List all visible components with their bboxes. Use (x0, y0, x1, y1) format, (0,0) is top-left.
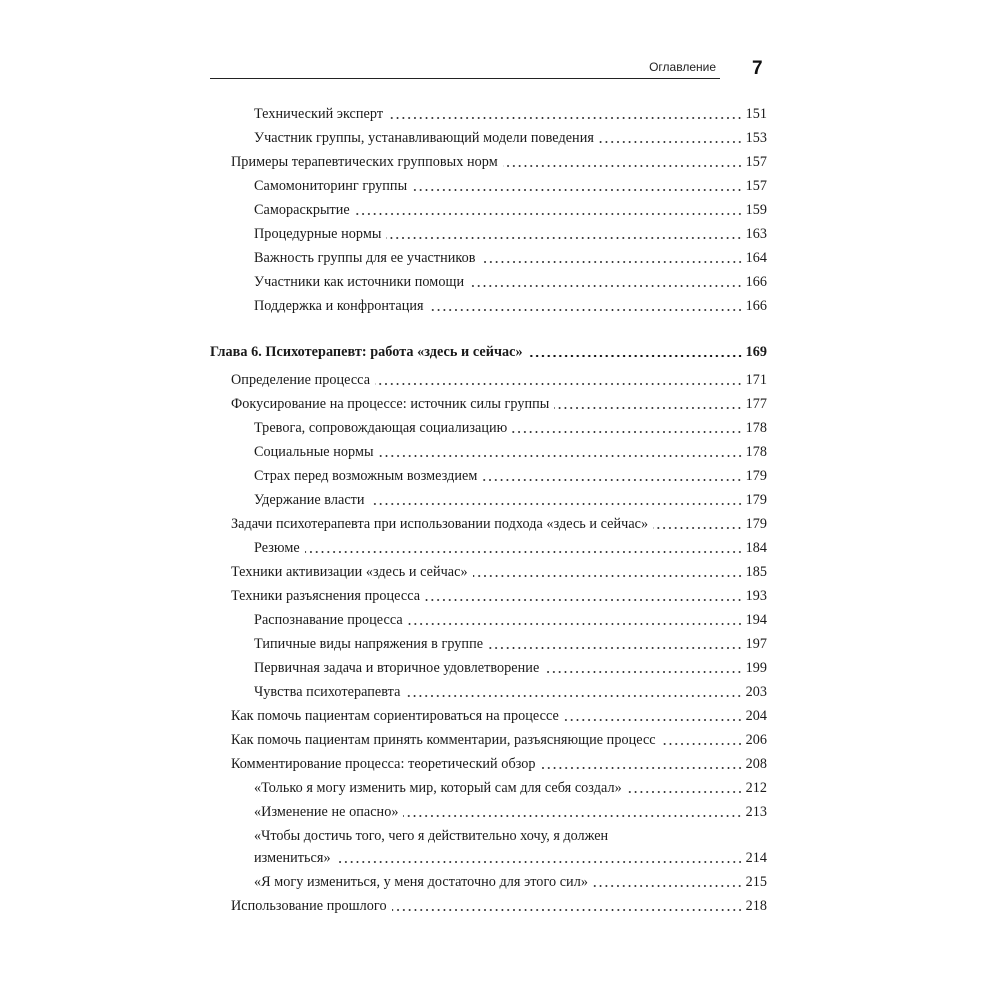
toc-entry-title: Как помочь пациентам принять комментарии, разъясняющие процесс (231, 732, 656, 748)
dot-leader (355, 213, 743, 215)
toc-entry-page: 197 (745, 636, 767, 652)
toc-chapter-heading (210, 342, 767, 362)
dot-leader (541, 767, 743, 769)
dot-leader (599, 141, 743, 143)
toc-entry (231, 586, 767, 606)
toc-entry-title: Использование прошлого (231, 898, 387, 914)
dot-leader (661, 743, 743, 745)
toc-entry (254, 538, 767, 558)
toc-entry (254, 176, 767, 196)
dot-leader (503, 165, 743, 167)
toc-entry-title: Самомониторинг группы (254, 178, 408, 194)
toc-entry-title: Удержание власти (254, 492, 365, 508)
toc-entry-title: Процедурные нормы (254, 226, 382, 242)
dot-leader (627, 791, 743, 793)
dot-leader (469, 285, 742, 287)
dot-leader (403, 815, 742, 817)
page-number: 7 (752, 58, 763, 79)
toc-entry-page: 215 (745, 874, 767, 890)
dot-leader (305, 551, 743, 553)
toc-entry-page: 169 (745, 344, 767, 360)
toc-entry (254, 682, 767, 702)
toc-entry-page: 199 (745, 660, 767, 676)
toc-entry-page: 159 (745, 202, 767, 218)
dot-leader (512, 431, 742, 433)
toc-entry (254, 610, 767, 630)
toc-entry-title-first-line: «Чтобы достичь того, чего я действительно хочу, я должен (254, 828, 609, 844)
toc-entry (254, 872, 767, 892)
toc-entry-title: Определение процесса (231, 372, 371, 388)
toc-entry (254, 802, 767, 822)
dot-leader (488, 647, 742, 649)
toc-entry-title: Примеры терапевтических групповых норм (231, 154, 498, 170)
toc-entry-title: Комментирование процесса: теоретический обзор (231, 756, 536, 772)
toc-entry (254, 442, 767, 462)
dot-leader (653, 527, 742, 529)
toc-entry-page: 208 (745, 756, 767, 772)
toc-entry (231, 706, 767, 726)
dot-leader (425, 599, 742, 601)
toc-entry (254, 634, 767, 654)
dot-leader (336, 861, 743, 863)
dot-leader (386, 237, 742, 239)
toc-entry-page: 214 (745, 850, 767, 866)
toc-entry (254, 248, 767, 268)
toc-entry-page: 184 (745, 540, 767, 556)
dot-leader (392, 909, 743, 911)
toc-entry (254, 778, 767, 798)
toc-entry-title-continuation: измениться» (254, 850, 331, 866)
toc-entry-page: 166 (745, 298, 767, 314)
toc-entry (254, 418, 767, 438)
toc-entry-page: 206 (745, 732, 767, 748)
toc-entry-page: 203 (745, 684, 767, 700)
dot-leader (405, 695, 742, 697)
toc-entry-title: Техники разъяснения процесса (231, 588, 421, 604)
toc-entry (231, 370, 767, 390)
dot-leader (379, 455, 743, 457)
dot-leader (375, 383, 743, 385)
toc-entry (231, 896, 767, 916)
toc-entry (231, 754, 767, 774)
toc-entry-title: Техники активизации «здесь и сейчас» (231, 564, 468, 580)
toc-entry-title: Глава 6. Психотерапевт: работа «здесь и сейчас» (210, 344, 523, 360)
toc-entry-page: 166 (745, 274, 767, 290)
toc-entry-title: «Только я могу изменить мир, который сам для себя создал» (254, 780, 622, 796)
toc-entry-title: Важность группы для ее участников (254, 250, 476, 266)
toc-entry-page: 157 (745, 154, 767, 170)
toc-entry-page: 157 (745, 178, 767, 194)
toc-entry-page: 179 (745, 516, 767, 532)
toc-entry-page: 193 (745, 588, 767, 604)
dot-leader (429, 309, 743, 311)
toc-entry-title: «Я могу измениться, у меня достаточно для этого сил» (254, 874, 588, 890)
toc-entry-page: 178 (745, 420, 767, 436)
toc-entry-title: Резюме (254, 540, 300, 556)
toc-entry-title: Поддержка и конфронтация (254, 298, 424, 314)
toc-entry (254, 272, 767, 292)
toc-entry-page: 213 (745, 804, 767, 820)
toc-entry-title: Участник группы, устанавливающий модели поведения (254, 130, 594, 146)
toc-entry-page: 179 (745, 492, 767, 508)
toc-entry (254, 224, 767, 244)
toc-entry-page: 185 (745, 564, 767, 580)
toc-entry-page: 164 (745, 250, 767, 266)
toc-entry-title: Задачи психотерапевта при использовании подхода «здесь и сейчас» (231, 516, 649, 532)
toc-entry-page: 212 (745, 780, 767, 796)
dot-leader (473, 575, 743, 577)
dot-leader (528, 355, 743, 357)
running-title: Оглавление (649, 60, 716, 74)
toc-entry (254, 296, 767, 316)
dot-leader (564, 719, 743, 721)
dot-leader (370, 503, 743, 505)
toc-entry-title: Чувства психотерапевта (254, 684, 401, 700)
toc-entry-title: Технический эксперт (254, 106, 384, 122)
toc-entry (231, 562, 767, 582)
toc-entry (254, 490, 767, 510)
toc-entry-page: 151 (745, 106, 767, 122)
dot-leader (593, 885, 743, 887)
toc-entry (254, 200, 767, 220)
toc-entry-title: Участники как источники помощи (254, 274, 465, 290)
toc-entry-page: 178 (745, 444, 767, 460)
toc-entry-title: Страх перед возможным возмездием (254, 468, 478, 484)
toc-entry-title: Первичная задача и вторичное удовлетворение (254, 660, 540, 676)
toc-entry-title: Распознавание процесса (254, 612, 403, 628)
dot-leader (388, 117, 742, 119)
toc-entry-page: 153 (745, 130, 767, 146)
dot-leader (481, 261, 743, 263)
toc-entry (254, 658, 767, 678)
running-head (210, 56, 720, 79)
toc-entry-page: 163 (745, 226, 767, 242)
dot-leader (482, 479, 742, 481)
toc-entry-title: Фокусирование на процессе: источник силы группы (231, 396, 550, 412)
toc-entry-title: «Изменение не опасно» (254, 804, 399, 820)
toc-entry-page: 177 (745, 396, 767, 412)
dot-leader (412, 189, 742, 191)
toc-entry-page: 218 (745, 898, 767, 914)
toc-entry-page: 171 (745, 372, 767, 388)
toc-entry-title: Тревога, сопровождающая социализацию (254, 420, 508, 436)
toc-entry-title: Самораскрытие (254, 202, 350, 218)
toc-entry (254, 128, 767, 148)
toc-entry-title: Типичные виды напряжения в группе (254, 636, 484, 652)
dot-leader (544, 671, 742, 673)
toc-entry (254, 466, 767, 486)
toc-entry (254, 848, 767, 868)
dot-leader (408, 623, 743, 625)
toc-entry-page: 194 (745, 612, 767, 628)
toc-entry (231, 514, 767, 534)
toc-entry (231, 152, 767, 172)
toc-entry-title: Социальные нормы (254, 444, 374, 460)
toc-entry-page: 204 (745, 708, 767, 724)
toc-entry (231, 730, 767, 750)
toc-entry (231, 394, 767, 414)
toc-entry-page: 179 (745, 468, 767, 484)
dot-leader (554, 407, 742, 409)
toc-entry-title: Как помочь пациентам сориентироваться на процессе (231, 708, 559, 724)
toc-entry (254, 104, 767, 124)
